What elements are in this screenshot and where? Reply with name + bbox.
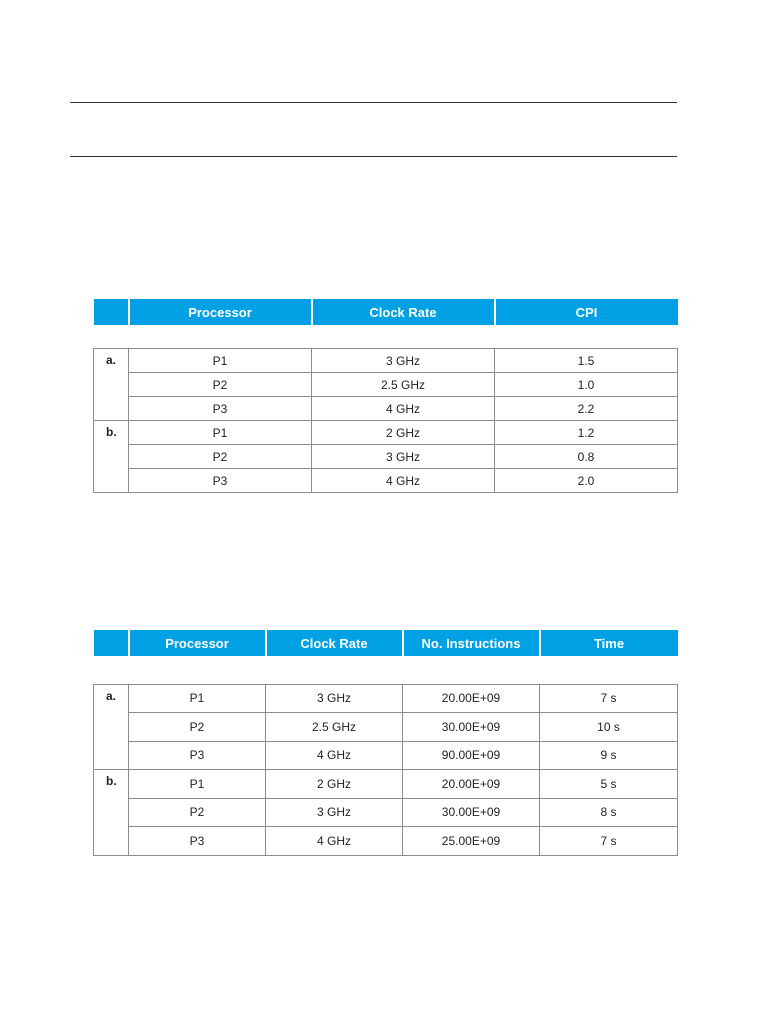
- cpi-cell: 1.0: [495, 373, 678, 397]
- processor-cell: P1: [129, 770, 266, 799]
- table-row: [94, 421, 678, 445]
- header-clock-rate: Clock Rate: [312, 299, 495, 325]
- processor-cell: P3: [129, 397, 312, 421]
- clock-rate-cell: 3 GHz: [312, 349, 495, 373]
- clock-rate-cell: 4 GHz: [312, 469, 495, 493]
- time-cell: 10 s: [540, 713, 678, 742]
- processor-cell: P2: [129, 445, 312, 469]
- instructions-cell: 20.00E+09: [403, 684, 540, 713]
- clock-rate-cell: 4 GHz: [266, 827, 403, 856]
- instructions-cell: 20.00E+09: [403, 770, 540, 799]
- table-row: [94, 798, 678, 827]
- processor-cpi-table: [93, 299, 678, 493]
- cpi-cell: 1.2: [495, 421, 678, 445]
- table-row: [94, 397, 678, 421]
- table-row: [94, 827, 678, 856]
- instructions-cell: 30.00E+09: [403, 798, 540, 827]
- time-cell: 5 s: [540, 770, 678, 799]
- time-cell: 7 s: [540, 684, 678, 713]
- cpi-cell: 0.8: [495, 445, 678, 469]
- clock-rate-cell: 3 GHz: [266, 684, 403, 713]
- processor-cell: P1: [129, 421, 312, 445]
- table-row: [94, 770, 678, 799]
- cpi-cell: 2.2: [495, 397, 678, 421]
- header-clock-rate: Clock Rate: [266, 630, 403, 656]
- table-row: [94, 741, 678, 770]
- table-header-row: [94, 630, 678, 656]
- header-cpi: CPI: [495, 299, 678, 325]
- header-label-column: [94, 630, 129, 656]
- bottom-rule: [70, 156, 677, 157]
- processor-time-table: [93, 630, 678, 856]
- time-cell: 8 s: [540, 798, 678, 827]
- processor-cell: P3: [129, 827, 266, 856]
- header-processor: Processor: [129, 299, 312, 325]
- processor-cell: P2: [129, 373, 312, 397]
- header-label-column: [94, 299, 129, 325]
- clock-rate-cell: 2.5 GHz: [266, 713, 403, 742]
- processor-cell: P3: [129, 469, 312, 493]
- time-cell: 9 s: [540, 741, 678, 770]
- cpi-cell: 2.0: [495, 469, 678, 493]
- clock-rate-cell: 4 GHz: [312, 397, 495, 421]
- header-processor: Processor: [129, 630, 266, 656]
- table-row: [94, 373, 678, 397]
- header-instructions: No. Instructions: [403, 630, 540, 656]
- clock-rate-cell: 3 GHz: [312, 445, 495, 469]
- group-label: b.: [94, 421, 129, 493]
- table-row: [94, 349, 678, 373]
- clock-rate-cell: 2.5 GHz: [312, 373, 495, 397]
- instructions-cell: 90.00E+09: [403, 741, 540, 770]
- clock-rate-cell: 4 GHz: [266, 741, 403, 770]
- clock-rate-cell: 3 GHz: [266, 798, 403, 827]
- table-row: [94, 713, 678, 742]
- table-row: [94, 684, 678, 713]
- instructions-cell: 25.00E+09: [403, 827, 540, 856]
- clock-rate-cell: 2 GHz: [266, 770, 403, 799]
- table-header-row: [94, 299, 678, 325]
- table-row: [94, 445, 678, 469]
- group-label: b.: [94, 770, 129, 856]
- table-row: [94, 469, 678, 493]
- time-cell: 7 s: [540, 827, 678, 856]
- processor-cell: P3: [129, 741, 266, 770]
- instructions-cell: 30.00E+09: [403, 713, 540, 742]
- processor-cell: P1: [129, 684, 266, 713]
- clock-rate-cell: 2 GHz: [312, 421, 495, 445]
- cpi-cell: 1.5: [495, 349, 678, 373]
- processor-cell: P2: [129, 713, 266, 742]
- top-rule: [70, 102, 677, 103]
- group-label: a.: [94, 349, 129, 421]
- processor-cell: P2: [129, 798, 266, 827]
- processor-cell: P1: [129, 349, 312, 373]
- group-label: a.: [94, 684, 129, 770]
- header-time: Time: [540, 630, 678, 656]
